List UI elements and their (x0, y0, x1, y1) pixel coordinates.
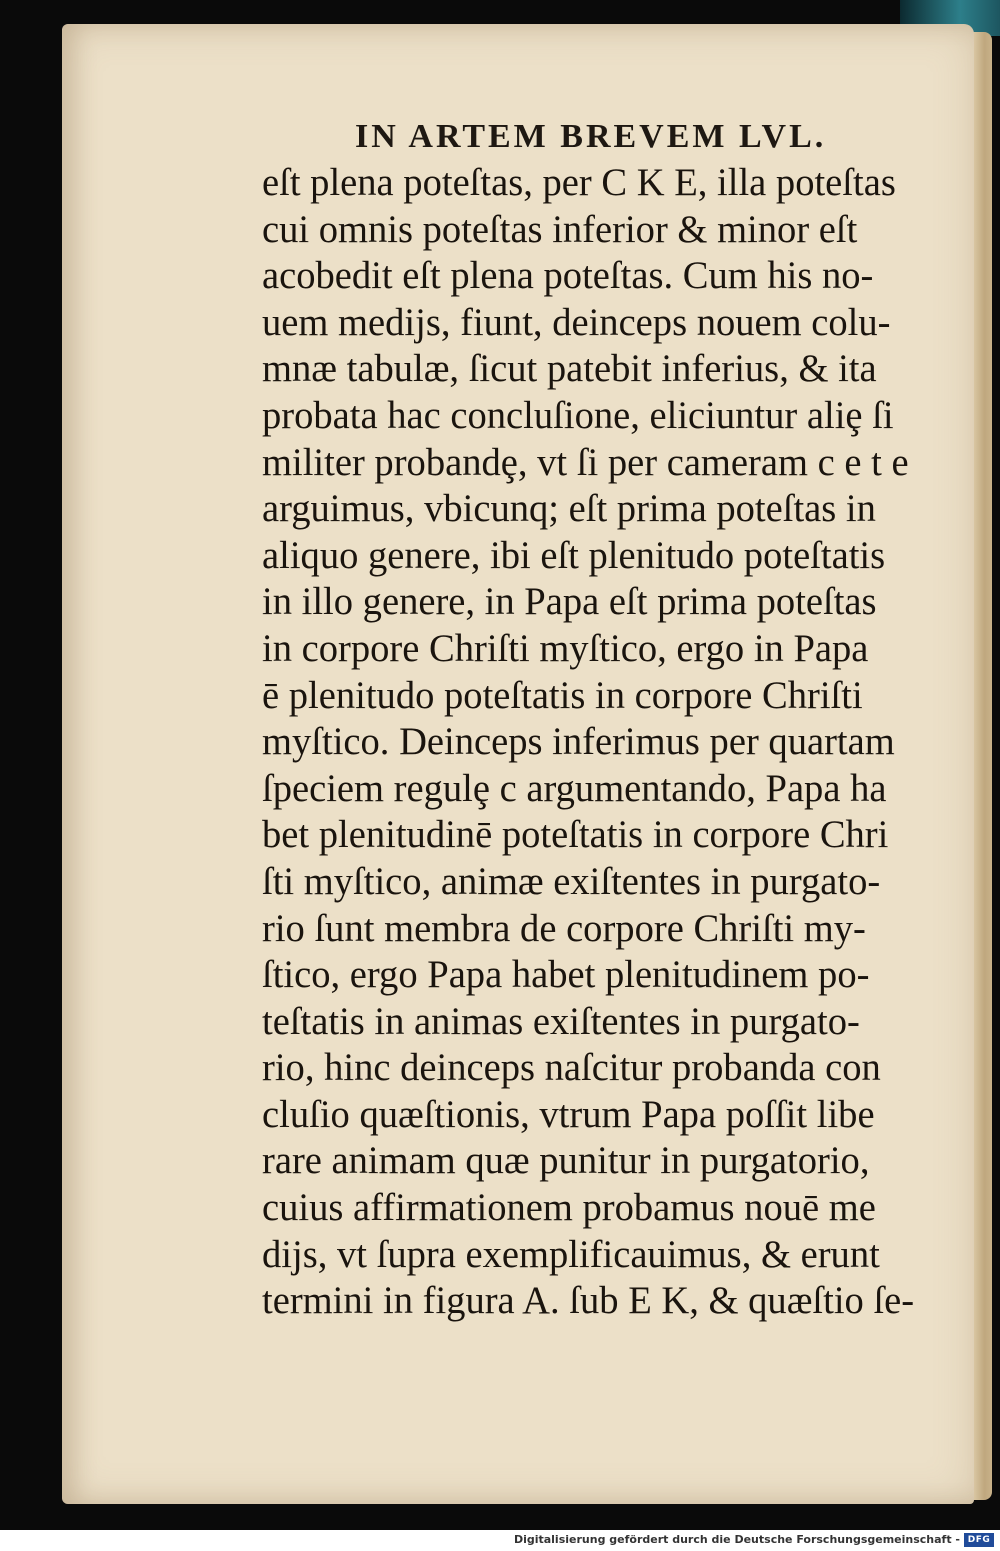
text-line: teſtatis in animas exiſtentes in purgato- (262, 999, 860, 1043)
text-line: arguimus, vbicunq; eſt prima poteſtas in (262, 487, 876, 531)
text-line: eſt plena poteſtas, per C K E, illa poteſtas (262, 161, 896, 204)
text-line: rare animam quæ punitur in purgatorio, (262, 1139, 870, 1183)
text-line: uem medijs, fiunt, deinceps nouem colu- (262, 300, 891, 344)
text-line: ē plenitudo poteſtatis in corpore Chriſti (262, 673, 863, 717)
text-line: mnæ tabulæ, ſicut patebit inferius, & ita (262, 347, 877, 391)
text-line: in corpore Chriſti myſtico, ergo in Papa (262, 626, 869, 670)
text-line: dijs, vt ſupra exemplificauimus, & erunt (262, 1232, 880, 1276)
text-line: ſti myſtico, animæ exiſtentes in purgato- (262, 859, 881, 903)
funding-credit: Digitalisierung gefördert durch die Deutsche Forschungsgemeinschaft - (513, 1533, 960, 1546)
text-line: myſtico. Deinceps inferimus per quartam (262, 720, 895, 764)
text-line: aliquo genere, ibi eſt plenitudo poteſtatis (262, 533, 886, 577)
text-line: termini in figura A. ſub E K, & quæſtio ſe- (262, 1279, 915, 1323)
text-line: rio, hinc deinceps naſcitur probanda con (262, 1046, 881, 1090)
text-line: in illo genere, in Papa eſt prima poteſtas (262, 580, 877, 624)
text-line: bet plenitudinē poteſtatis in corpore Chri (262, 813, 889, 857)
text-line: probata hac concluſione, eliciuntur aliȩ ſi (262, 393, 894, 437)
text-line: ſtico, ergo Papa habet plenitudinem po- (262, 953, 870, 997)
text-line: cuius affirmationem probamus nouē me (262, 1186, 876, 1230)
page-body-text (262, 160, 962, 1325)
text-line: ſpeciem regulȩ c argumentando, Papa ha (262, 766, 887, 810)
text-line: cui omnis poteſtas inferior & minor eſt (262, 207, 858, 251)
text-line: cluſio quæſtionis, vtrum Papa poſſit libe (262, 1092, 875, 1136)
dfg-logo-icon: DFG (964, 1533, 994, 1547)
text-line: militer probandȩ, vt ſi per cameram c e t e (262, 440, 909, 484)
text-line: acobedit eſt plena poteſtas. Cum his no- (262, 254, 874, 298)
text-line: rio ſunt membra de corpore Chriſti my- (262, 906, 866, 950)
running-head: IN ARTEM BREVEM LVL. (355, 118, 827, 155)
footer-bar (0, 1530, 1000, 1551)
